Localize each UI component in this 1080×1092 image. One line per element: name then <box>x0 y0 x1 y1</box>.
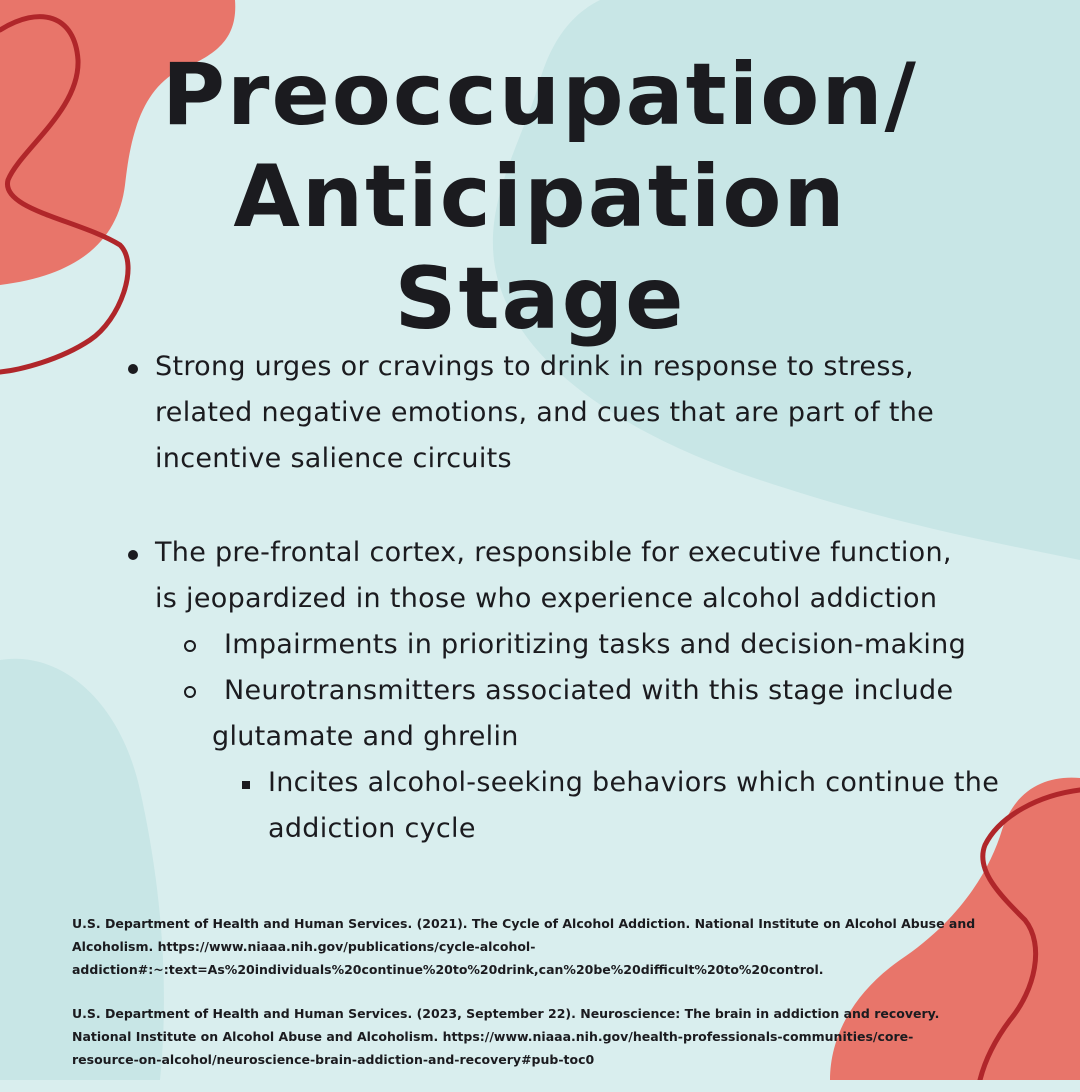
filled-bullet-icon <box>128 550 138 560</box>
reference-2 <box>72 1002 1032 1071</box>
list-item-text: Strong urges or cravings to drink in response to stress, <box>155 351 914 382</box>
reference-1 <box>72 912 1032 981</box>
sub-sub-list-item-text: addiction cycle <box>268 813 476 844</box>
reference-line: addiction#:~:text=As%20individuals%20continue%20to%20drink,can%20be%20difficult%20to%20control. <box>72 962 824 977</box>
list-item-text: incentive salience circuits <box>155 443 512 474</box>
page-title <box>0 44 1080 350</box>
square-bullet-icon <box>242 781 250 789</box>
reference-line: U.S. Department of Health and Human Services. (2023, September 22). Neuroscience: The brain in addiction and recovery. <box>72 1006 940 1021</box>
sub-list-item-text: Impairments in prioritizing tasks and decision-making <box>224 629 967 660</box>
sub-list-item-text: glutamate and ghrelin <box>212 721 519 752</box>
reference-line: U.S. Department of Health and Human Services. (2021). The Cycle of Alcohol Addiction. National Institute on Alcohol Abuse and <box>72 916 976 931</box>
filled-bullet-icon <box>128 364 138 374</box>
references <box>72 912 1032 1092</box>
reference-line: resource-on-alcohol/neuroscience-brain-addiction-and-recovery#pub-toc0 <box>72 1052 595 1067</box>
title-line-1: Preoccupation/ <box>162 45 918 145</box>
sub-sub-list-item-text: Incites alcohol-seeking behaviors which continue the <box>268 767 1000 798</box>
reference-line: Alcoholism. https://www.niaaa.nih.gov/publications/cycle-alcohol- <box>72 939 536 954</box>
list-item-text: The pre-frontal cortex, responsible for executive function, <box>155 537 952 568</box>
hollow-bullet-icon <box>184 640 196 652</box>
title-line-2: Anticipation <box>233 147 847 247</box>
hollow-bullet-icon <box>184 686 196 698</box>
sub-list-item-text: Neurotransmitters associated with this stage include <box>224 675 954 706</box>
list-item-text: is jeopardized in those who experience alcohol addiction <box>155 583 938 614</box>
list-item-text: related negative emotions, and cues that are part of the <box>155 397 935 428</box>
reference-line: National Institute on Alcohol Abuse and Alcoholism. https://www.niaaa.nih.gov/health-professionals-communities/core- <box>72 1029 914 1044</box>
title-line-3: Stage <box>394 249 686 349</box>
